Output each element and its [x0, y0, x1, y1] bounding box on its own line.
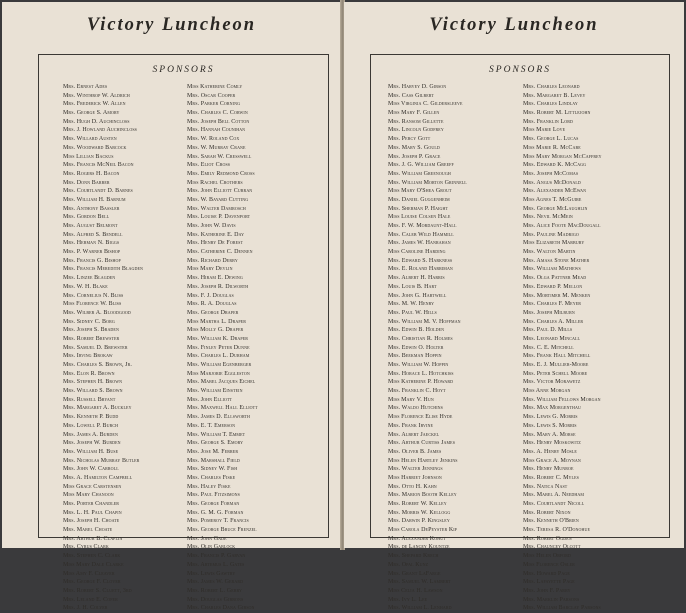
sponsor-name: Mrs. Joseph P. Grace: [388, 153, 441, 160]
sponsor-name: Mrs. Francis P. Garvan: [187, 553, 246, 560]
sponsor-name: Mrs. Oscar Cooper: [187, 92, 236, 99]
sponsor-name: Mrs. Arthur B. Claflin: [63, 535, 123, 542]
sponsor-name: Mrs. de Lancey Kountze: [388, 544, 450, 551]
sponsor-name: Mrs. Howard Page: [523, 570, 570, 577]
sponsor-name: Mrs. Irving Brokaw: [63, 353, 113, 360]
sponsor-name: Mrs. Charles S. Brown, Jr.: [63, 362, 132, 368]
sponsor-name: Mrs. William Mathews: [523, 266, 581, 273]
sponsor-name: Mrs. A. Hamilton Campbell: [63, 474, 133, 481]
sponsor-name: Mrs. Russell Bryant: [63, 396, 116, 403]
sponsor-name: Mrs. Marion Booth Kelley: [388, 492, 457, 499]
sponsor-name: Mrs. Robert Brewster: [63, 335, 120, 342]
sponsors-box: [370, 54, 670, 612]
sponsor-name: Mrs. J. H. Colyer: [63, 605, 108, 612]
sponsor-name: Mrs. Mabel Choate: [63, 527, 113, 534]
sponsor-name: Mrs. Cass Gilbert: [388, 92, 434, 99]
sponsor-name: Mrs. Charles L. Durham: [187, 353, 250, 360]
sponsor-name: Mrs. Louis B. Hart: [388, 283, 437, 290]
sponsor-name: Mrs. Courtlandt Nicoll: [523, 501, 585, 507]
sponsor-name: Mrs. C. E. Mitchell: [523, 344, 574, 351]
sponsor-name: Mrs. Darwin P. Kingsley: [388, 518, 450, 525]
sponsor-name: Mrs. John Elliott: [187, 396, 233, 403]
sponsor-name: Mrs. Nicholas Murray Butler: [63, 457, 140, 464]
sponsor-name: Miss Virginia C. Gildersleeve: [388, 101, 463, 108]
sponsor-name: Mrs. Paul D. Mills: [523, 327, 573, 334]
sponsor-name: Mrs. Cyrus Clark: [63, 544, 109, 551]
sponsor-name: Mrs. R. A. Douglas: [187, 301, 237, 308]
sponsor-name: Mrs. P. Warner Bishop: [63, 249, 121, 256]
sponsor-name: Mrs. William Barclay Parsons: [523, 605, 601, 612]
sponsor-name: Mrs. Stephen H. Brown: [63, 379, 123, 386]
sponsor-name: Mrs. Daniel Guggenheim: [388, 196, 450, 203]
sponsor-column-left: [388, 83, 467, 613]
sponsor-name: Mrs. W. Roland Cox: [187, 136, 240, 143]
sponsor-name: Mrs. Robert C. Myles: [523, 474, 579, 481]
sponsor-name: Mrs. William Einstein: [187, 388, 243, 395]
sponsor-name: Miss Florence W. Bliss: [63, 301, 122, 308]
sponsor-column-left: [63, 83, 143, 613]
sponsor-name: Mrs. Marshall Field: [187, 457, 240, 464]
sponsor-name: Mrs. Paul W. Hills: [388, 309, 437, 316]
sponsor-name: Mrs. Oliver B. James: [388, 448, 442, 455]
sponsor-name: Mrs. Joseph R. Dilworth: [187, 283, 249, 290]
sponsor-name: Mrs. Maxwell Hall Elliott: [187, 405, 258, 412]
sponsor-name: Miss Mary Chanoon: [63, 492, 114, 499]
sponsor-name: Mrs. W. Murray Crane: [187, 144, 246, 151]
sponsor-name: Mrs. Alice Foote MacDougall: [523, 223, 601, 229]
sponsor-name: Miss Anne Morgan: [523, 388, 571, 395]
sponsor-name: Mrs. Walter Damrosch: [187, 205, 246, 212]
sponsor-name: Mrs. Peter Schell Moore: [523, 370, 588, 377]
sponsor-name: Mrs. Joseph Bell Cotton: [187, 118, 250, 125]
sponsor-name: Mrs. Edward S. Harkness: [388, 257, 453, 264]
sponsor-name: Mrs. William Egenberger: [187, 362, 252, 368]
sponsor-name: Mrs. Paul Fitzsimons: [187, 492, 240, 499]
left-page: [2, 2, 341, 612]
sponsor-name: Mrs. Grant LaFarge: [388, 570, 441, 577]
sponsor-name: Mrs. Parker Corning: [187, 101, 241, 108]
sponsor-name: Mrs. Edward K. McCagg: [523, 162, 587, 169]
sponsor-name: Mrs. Kenneth O'Brien: [523, 518, 579, 525]
sponsor-name: Mrs. John W. Davis: [187, 223, 236, 229]
sponsor-name: Mrs. George S. Amory: [63, 110, 120, 117]
sponsor-name: Miss Mary O'Shea Grout: [388, 188, 452, 195]
sponsor-name: Miss Florence Osler: [523, 561, 575, 568]
sponsor-name: Mrs. Joseph W. Burden: [63, 440, 121, 447]
sponsor-name: Miss Mary F. Gillen: [388, 110, 440, 117]
sponsor-name: Mrs. Max Morgenthau: [523, 405, 581, 412]
sponsor-name: Mrs. Harvey D. Gibson: [388, 84, 447, 90]
sponsor-name: Mrs. Lafayette Page: [523, 579, 575, 586]
sponsor-name: Mrs. Mary A. Morse: [523, 431, 576, 438]
sponsor-name: Mrs. Horace L. Hotchkiss: [388, 370, 454, 377]
sponsors-heading: SPONSORS: [489, 65, 551, 75]
sponsor-name: Mrs. William M. V. Hoffman: [388, 318, 461, 325]
sponsor-name: Mrs. Albert Jaeckel: [388, 431, 440, 438]
sponsor-name: Mrs. W. Bayard Cutting: [187, 196, 249, 203]
sponsor-name: Mrs. E. T. Emerson: [187, 422, 236, 429]
sponsor-name: Mrs. Beekman Hoppin: [388, 353, 442, 360]
sponsor-name: Mrs. Porter Chandler: [63, 501, 120, 507]
sponsor-name: Miss Mary V. Hun: [388, 396, 434, 403]
sponsor-name: Mrs. William W. Hoppin: [388, 362, 449, 368]
sponsor-name: Mrs. Opal Kunz: [388, 561, 429, 568]
sponsor-name: Mrs. Natica Nast: [523, 483, 568, 490]
sponsor-name: Mrs. Joseph McComas: [523, 170, 579, 177]
sponsor-name: Mrs. Edward P. Mellon: [523, 283, 583, 290]
sponsor-name: Mrs. Percy Gott: [388, 136, 431, 143]
sponsor-name: Miss Grace Carstensen: [63, 483, 122, 490]
sponsor-name: Mrs. Mary S. Gould: [388, 144, 440, 151]
sponsor-name: Mrs. Christian R. Holmes: [388, 335, 453, 342]
sponsor-name: Mrs. Artemus L. Gates: [187, 561, 245, 568]
sponsor-name: Mrs. Lewis G. Morris: [523, 414, 578, 421]
sponsor-name: Mrs. Leland E. Cofer: [63, 596, 118, 603]
sponsor-name: Miss Florence Elise Hyde: [388, 414, 453, 421]
sponsor-name: Mrs. Joseph H. Choate: [63, 518, 120, 525]
sponsor-name: Mrs. F. W. Mordaunt-Hall: [388, 223, 457, 229]
sponsor-name: Mrs. Finley Peter Dunne: [187, 344, 250, 351]
sponsor-name: Mrs. Hannah Counihan: [187, 127, 246, 134]
sponsor-name: Mrs. Francis McNeil Bacon: [63, 162, 134, 169]
sponsor-name: Mrs. George F. Clover: [63, 579, 121, 586]
sponsor-name: Mrs. Walton Martin: [523, 249, 576, 256]
sponsor-name: Mrs. Haley Fiske: [187, 483, 231, 490]
sponsor-name: Miss Carola DePeyster Kip: [388, 527, 458, 534]
sponsor-name: Mrs. Mabel Jacques Eichel: [187, 379, 256, 386]
sponsor-name: Mrs. Courtlandt D. Barnes: [63, 188, 133, 195]
sponsor-name: Mrs. Woodward Babcock: [63, 144, 127, 151]
sponsor-name: Mrs. Marklin Parsons: [523, 596, 580, 603]
sponsor-name: Mrs. William Morton Grinnell: [388, 179, 467, 186]
sponsor-name: Mrs. Richard Derby: [187, 257, 238, 264]
sponsor-name: Mrs. Winthrop W. Aldrich: [63, 92, 130, 99]
sponsor-name: Mrs. Douglas Gibbons: [187, 596, 244, 603]
sponsor-name: Mrs. John G. Hartwell: [388, 292, 447, 299]
sponsor-name: Mrs. Henry De Forest: [187, 240, 244, 247]
sponsor-name: Mrs. Franklin C. Hoyt: [388, 388, 446, 395]
sponsor-name: Mrs. Olga Pattner Mead: [523, 275, 587, 282]
sponsor-name: Mrs. Wilber A. Bloodgood: [63, 309, 131, 316]
sponsor-name: Mrs. Frank Irvine: [388, 422, 433, 429]
sponsor-name: Mrs. Amasa Stone Mather: [523, 257, 590, 264]
sponsor-name: Mrs. Robert M. Littlejohn: [523, 110, 591, 117]
sponsor-name: Mrs. John Elliott Curran: [187, 188, 253, 195]
sponsor-name: Mrs. Donn Barber: [63, 179, 110, 186]
sponsor-name: Mrs. Lowell P. Burch: [63, 422, 119, 429]
sponsors-box: [38, 54, 329, 612]
right-page: [344, 2, 684, 612]
page-title: Victory Luncheon: [429, 15, 599, 35]
sponsor-name: Mrs. Charles Leonard: [523, 84, 580, 90]
sponsor-name: Mrs. Francis Meredith Blagden: [63, 266, 144, 273]
sponsor-name: Mrs. George Draper: [187, 309, 239, 316]
sponsor-name: Mrs. Mabel A. Needham: [523, 492, 585, 499]
sponsor-name: Mrs. Jose M. Ferrer: [187, 448, 239, 455]
sponsor-name: Mrs. Lewis Gawtry: [187, 570, 236, 577]
sponsor-name: Miss Rachel Crothers: [187, 179, 243, 186]
sponsor-name: Mrs. Robert Ogden: [523, 535, 572, 542]
sponsor-name: Mrs. W. H. Blake: [63, 283, 108, 290]
sponsors-heading: SPONSORS: [152, 65, 215, 75]
sponsor-name: Mrs. Walter Jennings: [388, 466, 443, 473]
sponsor-name: Mrs. J. Howland Auchincloss: [63, 127, 137, 134]
sponsor-name: Mrs. Alfred S. Bendell: [63, 231, 123, 238]
sponsor-name: Mrs. William Greenough: [388, 170, 451, 177]
sponsor-name: Mrs. John F. Parry: [523, 587, 571, 594]
sponsor-name: Miss Martha L. Draper: [187, 318, 246, 325]
sponsor-name: Mrs. Sidney C. Borg: [63, 318, 115, 325]
sponsor-name: Mrs. John Gade: [187, 535, 227, 542]
sponsor-name: Mrs. M. W. Henry: [388, 301, 435, 308]
sponsor-name: Mrs. Pomeroy T. Francis: [187, 518, 249, 525]
sponsor-name: Mrs. Henry Munroe: [523, 466, 574, 473]
sponsor-name: Mrs. George L. Lucas: [523, 136, 579, 143]
sponsor-name: Mrs. Leonard Mincall: [523, 335, 581, 342]
sponsor-name: Mrs. Waldo Hutchins: [388, 405, 443, 412]
sponsor-name: Mrs. Victor Morawetz: [523, 379, 581, 386]
sponsor-name: Mrs. Robert W. Kelley: [388, 501, 447, 507]
sponsor-name: Miss Mary Morgan McCaffrey: [523, 153, 602, 160]
sponsor-name: Mrs. Willard Austen: [63, 136, 117, 143]
sponsor-name: Mrs. E. J. Mullier-Moore: [523, 362, 589, 368]
sponsor-name: Mrs. Otto H. Kahn: [388, 483, 437, 490]
sponsor-name: Mrs. Gordon Bell: [63, 214, 110, 221]
sponsor-name: Mrs. Catherine C. Dennen: [187, 249, 253, 256]
sponsor-name: Mrs. Pauline Madrigo: [523, 231, 579, 238]
sponsor-name: Mrs. August Belmont: [63, 223, 118, 229]
sponsor-name: Mrs. Charles Dana Gibson: [187, 605, 255, 612]
sponsor-name: Miss Louise Colsen Hale: [388, 214, 451, 221]
sponsor-name: Mrs. William K. Draper: [187, 335, 249, 342]
sponsor-name: Mrs. Lewis S. Morris: [523, 422, 577, 429]
sponsor-name: Mrs. Arthur Curtiss James: [388, 440, 456, 447]
sponsor-name: Mrs. Samuel D. Brewster: [63, 344, 128, 351]
sponsor-name: Miss Marie R. McCabe: [523, 144, 581, 151]
sponsor-name: Mrs. Margaret B. Levey: [523, 92, 586, 99]
sponsor-name: Mrs. Margaret A. Buckley: [63, 405, 132, 412]
sponsor-name: Mrs. Nevil McMein: [523, 214, 573, 221]
sponsor-name: Mrs. Teresa R. O'Donohue: [523, 527, 590, 534]
sponsor-name: Mrs. Henry Moskowitz: [523, 440, 581, 447]
sponsor-name: Mrs. Alexander Kohut: [388, 535, 446, 542]
sponsor-name: Miss Molly G. Draper: [187, 327, 244, 334]
sponsor-name: Mrs. Robert S. Cluett, 3rd: [63, 587, 132, 594]
sponsor-name: Mrs. Eliot Cross: [187, 162, 231, 169]
sponsor-name: Mrs. William T. Emmet: [187, 431, 246, 438]
sponsor-name: Mrs. Katherine E. Day: [187, 231, 245, 238]
sponsor-name: Mrs. E. Roland Harriman: [388, 266, 453, 273]
sponsor-name: Mrs. James W. Gerard: [187, 579, 244, 586]
sponsor-name: Mrs. James A. Burden: [63, 431, 118, 438]
sponsor-name: Mrs. Hugh D. Auchincloss: [63, 118, 130, 125]
sponsor-name: Mrs. Kenneth P. Budd: [63, 414, 119, 421]
sponsor-name: Mrs. Edwin B. Holden: [388, 327, 445, 334]
sponsor-name: Mrs. George Forman: [187, 501, 240, 507]
sponsor-column-right: [187, 83, 258, 613]
sponsor-name: Mrs. William H. Barnum: [63, 196, 126, 203]
sponsor-name: Miss Amy F. Cleaver: [63, 570, 115, 577]
sponsor-name: Mrs. Mortimer M. Menken: [523, 292, 591, 299]
sponsor-name: Miss Mary Devlin: [187, 266, 233, 273]
sponsor-name: Mrs. George McLaughlin: [523, 205, 588, 212]
sponsor-name: Mrs. George S. Emory: [187, 440, 244, 447]
sponsor-name: Mrs. Angus McDonald: [523, 179, 581, 186]
sponsor-name: Mrs. Sarah W. Cresswell: [187, 153, 252, 160]
sponsor-name: Mrs. Chauncey Olcott: [523, 544, 581, 551]
sponsor-name: Mrs. Sidney W. Fish: [187, 466, 238, 473]
sponsor-name: Mrs. Franklin Lord: [523, 118, 573, 125]
sponsor-name: Mrs. Robert L. Gerry: [187, 587, 243, 594]
sponsor-name: Mrs. Linzee Blagden: [63, 275, 116, 282]
sponsor-name: Mrs. Charles Lindlay: [523, 101, 578, 108]
sponsor-name: Mrs. Sherman P. Haight: [388, 205, 449, 212]
sponsor-name: Miss Lillian Backus: [63, 153, 114, 160]
sponsor-name: Miss Harriet Johnson: [388, 474, 442, 481]
sponsor-name: Mrs. John W. Carroll: [63, 466, 119, 473]
sponsor-name: Mrs. Ernest Ades: [63, 84, 108, 90]
sponsor-name: Miss Helen Hartley Jenkins: [388, 457, 458, 464]
sponsor-name: Mrs. Lincoln Godfrey: [388, 127, 444, 134]
sponsor-name: Miss Katherine P. Howard: [388, 379, 454, 386]
sponsor-name: Mrs. L. H. Paul Chapin: [63, 509, 122, 516]
sponsor-name: Mrs. Caleb Wild Hammill: [388, 231, 454, 238]
sponsor-name: Miss Elizabeth Marbury: [523, 240, 585, 247]
sponsor-name: Miss Caroline Harding: [388, 249, 446, 256]
sponsor-name: Mrs. Morris W. Kellogg: [388, 509, 451, 516]
sponsor-name: Miss Celia H. Lawson: [388, 587, 443, 594]
sponsor-name: Mrs. Herman N. Biggs: [63, 240, 120, 247]
sponsor-name: Mrs. Rogers H. Bacon: [63, 170, 120, 177]
sponsor-name: Mrs. Frederick W. Allen: [63, 101, 126, 108]
sponsor-name: Mrs. Olin Gablock: [187, 544, 236, 551]
sponsor-name: Mrs. Alexander McEwan: [523, 188, 587, 195]
sponsor-name: Miss Agnes T. McGuire: [523, 196, 582, 203]
sponsor-name: Mrs. Emily Redmond Cross: [187, 170, 255, 177]
sponsor-name: Mrs. Ivy L. Lee: [388, 596, 428, 603]
sponsor-name: Mrs. James D. Ellsworth: [187, 414, 251, 421]
sponsor-name: Mrs. F. J. Douglas: [187, 292, 234, 299]
sponsor-name: Mrs. William L. Lenhard: [388, 605, 452, 612]
sponsor-name: Mrs. Louise P. Davenport: [187, 214, 251, 221]
sponsor-name: Mrs. Edwin O. Holter: [388, 344, 444, 351]
sponsor-name: Miss Marjorie Eggleston: [187, 370, 250, 377]
sponsor-name: Mrs. William H. Buse: [63, 448, 119, 455]
sponsor-name: Mrs. Frank Hall Mitchell: [523, 353, 591, 360]
sponsor-name: Mrs. Samuel W. Lambert: [388, 579, 451, 586]
sponsor-name: Mrs. George Bruce Frenzel: [187, 527, 257, 534]
sponsor-name: Mrs. Cornelius N. Bliss: [63, 292, 124, 299]
sponsor-name: Mrs. Charles F. Meyer: [523, 301, 582, 308]
sponsor-name: Miss Marie Love: [523, 127, 566, 134]
sponsor-name: Mrs. Shepard Krech: [388, 553, 439, 560]
sponsor-name: Mrs. Stephen C. Clark: [63, 553, 121, 560]
sponsor-name: Mrs. Francis G. Bishop: [63, 257, 121, 264]
sponsor-name: Mrs. William Fellows Morgan: [523, 396, 601, 403]
sponsor-column-right: [523, 83, 602, 613]
sponsor-name: Miss Helen Orford: [523, 553, 572, 560]
sponsor-name: Mrs. Anthony Bassler: [63, 205, 120, 212]
sponsor-name: Mrs. Joseph S. Braden: [63, 327, 119, 334]
sponsor-name: Mrs. G. M. G. Forman: [187, 509, 244, 516]
sponsor-name: Mrs. Charles Fiske: [187, 474, 236, 481]
sponsor-name: Mrs. Albert H. Harris: [388, 275, 445, 282]
sponsor-name: Mrs. Ransom Gillette: [388, 118, 444, 125]
sponsor-name: Mrs. Robert Nixon: [523, 509, 571, 516]
sponsor-name: Mrs. Charles A. Miller: [523, 318, 584, 325]
sponsor-name: Mrs. Hiram E. Dewing: [187, 275, 243, 282]
sponsor-name: Mrs. Elon R. Brown: [63, 370, 115, 377]
sponsor-name: Mrs. A. Henry Mosle: [523, 448, 577, 455]
sponsor-name: Miss Grace A. Moynan: [523, 457, 581, 464]
sponsor-name: Mrs. Charles C. Corwin: [187, 110, 248, 117]
sponsor-name: Mrs. James W. Hanrahan: [388, 240, 451, 247]
page-title: Victory Luncheon: [86, 15, 257, 35]
sponsor-name: Miss Mary Dale Clarke: [63, 561, 124, 568]
sponsor-name: Mrs. Joseph Milburn: [523, 309, 575, 316]
sponsor-name: Mrs. J. G. William Greeff: [388, 162, 454, 169]
sponsor-name: Miss Katherine Comly: [187, 84, 243, 90]
sponsor-name: Mrs. Willard S. Brown: [63, 388, 123, 395]
